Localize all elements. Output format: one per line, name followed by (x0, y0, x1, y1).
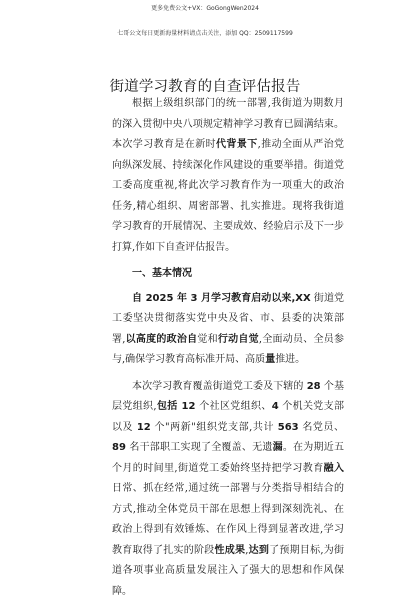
document-body (112, 94, 344, 602)
text-run: 了预期目标,为街道各项事业高质量发展注入了强大的思想和作风保障。 (112, 545, 344, 597)
bold-run: 28 (307, 381, 321, 392)
bold-run: 行动自觉 (218, 334, 259, 345)
bold-run: 4 (272, 401, 279, 412)
text-run: , (245, 545, 248, 556)
bold-run: 自 2025 年 3 月学习教育启动以来, (132, 293, 295, 304)
bold-run: 89 (112, 442, 126, 453)
text-run: 根据上级组织部门的统一部署,我街道为期数月的深入贯彻中央八项规定精神学习教育已圆满结束。本次学习教育是在新时 (112, 98, 344, 150)
text-run: 觉和 (197, 334, 218, 345)
bold-run: 漏 (273, 442, 283, 453)
paragraph-coverage (112, 377, 344, 602)
text-run: 名党员、 (299, 422, 344, 433)
bold-run: 563 (278, 422, 299, 433)
text-run: 个"两新"组织党支部,共计 (151, 422, 278, 433)
text-run: 个基层党组织, (112, 381, 344, 413)
text-run: 名干部职工实现了全覆盖、无遗 (126, 442, 273, 453)
bold-run: 代背景下 (216, 139, 258, 150)
header-line-2: 七哥公文每日更新海量材料请点击关注，添加 QQ：2509117599 (0, 28, 410, 37)
bold-run: 量 (265, 354, 275, 365)
document-title: 街道学习教育的自查评估报告 (0, 75, 410, 96)
bold-run: 性成果 (214, 545, 245, 556)
header-line-1: 更多免费公文+VX：GoGongWen2024 (0, 3, 410, 12)
text-run: 个机关党支部以及 (112, 401, 344, 433)
text-run: ,推动全面从严治党向纵深发展、持续深化作风建设的重要举措。街道党工委高度重视,将此次学习教育作为一项重大的政治任务,精心组织、周密部署、扎实推进。现将我街道学习教育的开展情况、主要成效、经验启示及下一步打算,作如下自查评估报告。 (112, 139, 344, 253)
paragraph-basic (112, 289, 344, 371)
text-run: 推进。 (275, 354, 305, 365)
bold-run: 12 (137, 422, 151, 433)
text-run: ,全面动员、全员参与,确保学习教育高标准开局、高质 (112, 334, 344, 366)
bold-run: 融入 (324, 463, 344, 474)
bold-run: XX (295, 293, 310, 304)
bold-run: 包括 (157, 401, 178, 412)
text-run: 。在为期近五个月的时间里,街道党工委始终坚持把学习教育 (112, 442, 344, 474)
bold-run: 12 (178, 401, 200, 412)
text-run: 个社区党组织、 (199, 401, 271, 412)
bold-run: 达到 (248, 545, 269, 556)
paragraph-intro (112, 94, 344, 258)
bold-run: 以高度的政治自 (125, 334, 197, 345)
text-run: 街道党工委坚决贯彻落实党中央及省、市、县委的决策部署, (112, 293, 344, 345)
section-heading: 一、基本情况 (112, 264, 344, 285)
text-run: 日常、抓在经常,通过统一部署与分类指导相结合的方式,推动全体党员干部在思想上得到深刻洗礼、在政治上得到有效锤炼、在作风上得到显著改进,学习教育取得了扎实的阶段 (112, 483, 344, 556)
text-run: 本次学习教育覆盖街道党工委及下辖的 (132, 381, 307, 392)
